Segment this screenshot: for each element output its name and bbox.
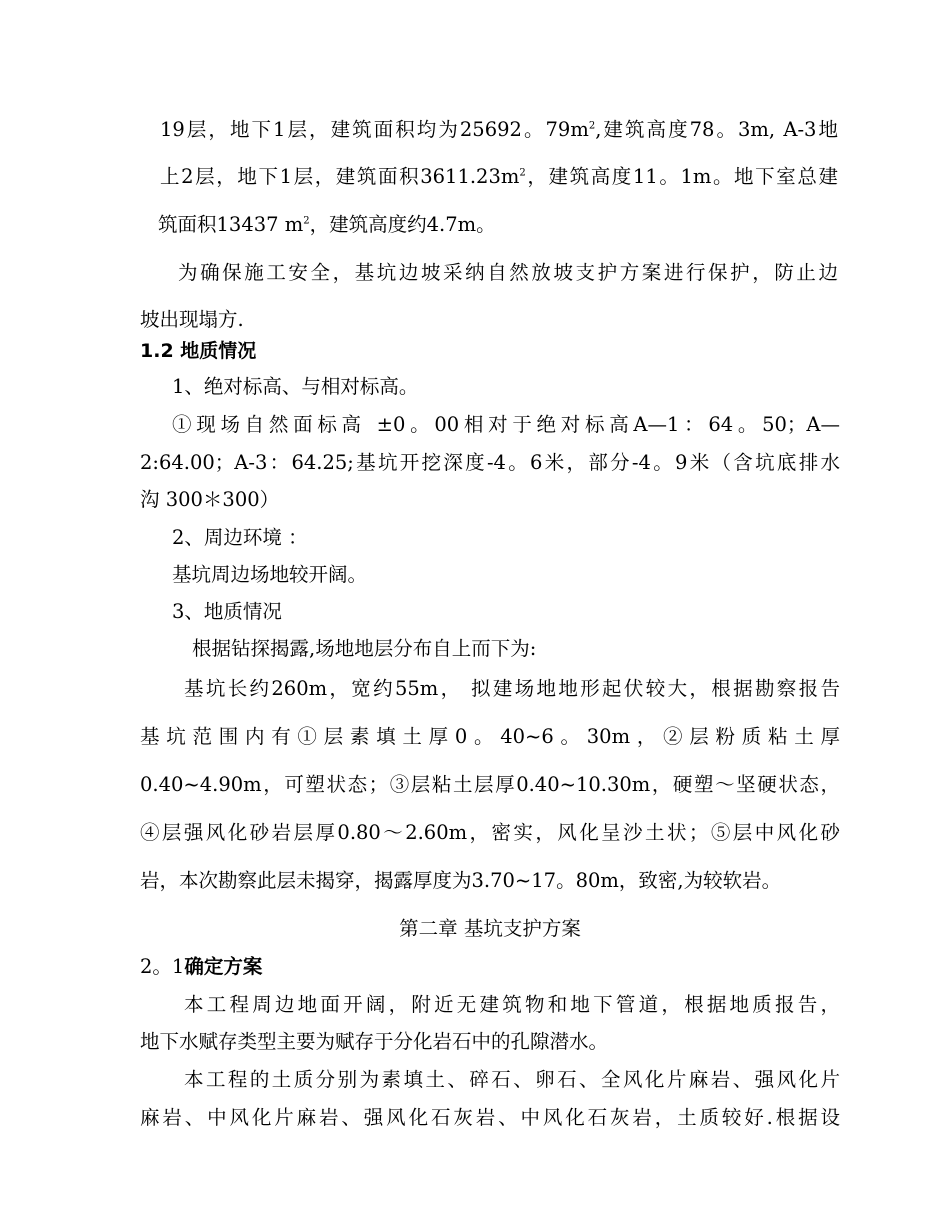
geology-line-3: 0.40~4.90m，可塑状态；③层粘土层厚0.40~10.30m，硬塑～坚硬状态， [140, 773, 840, 796]
paragraph-safety-line-1: 为确保施工安全，基坑边坡采纳自然放坡支护方案进行保护，防止边 [178, 261, 838, 284]
paragraph-safety-line-2: 坡出现塌方. [140, 308, 244, 331]
geology-line-2: 基坑范围内有①层素填土厚0。40~6。30m，②层粉质粘土厚 [140, 725, 840, 748]
section-heading-2-1: 2。1确定方案 [140, 955, 263, 978]
paragraph-building-line-1: 19层，地下1层，建筑面积均为25692。$79m^2$,建筑高度78。3m, A-3地 [160, 118, 838, 141]
chapter-title: 第二章 基坑支护方案 [399, 917, 581, 940]
scheme-paragraph-line-2: 地下水赋存类型主要为赋存于分化岩石中的孔隙潜水。 [140, 1030, 609, 1053]
paragraph-building-line-3: 筑面积13437 $m^2$，建筑高度约4.7m。 [158, 213, 496, 236]
soil-paragraph-line-1: 本工程的土质分别为素填土、碎石、卵石、全风化片麻岩、强风化片 [184, 1068, 840, 1091]
geology-line-1: 基坑长约260m，宽约55m， 拟建场地地形起伏较大，根据勘察报告 [184, 677, 840, 700]
geology-line-5: 岩，本次勘察此层未揭穿，揭露厚度为3.70~17。80m，致密,为较软岩。 [140, 869, 782, 892]
elevation-line-1: ①现场自然面标高 ±0。00相对于绝对标高A—1：64。50；A— [172, 413, 840, 436]
subsection-geology: 3、地质情况 [172, 600, 282, 623]
section-heading-1-2: 1.2 地质情况 [140, 340, 257, 362]
surroundings-text: 基坑周边场地较开阔。 [172, 563, 368, 586]
paragraph-building-line-2: 上2层，地下1层，建筑面积$3611.23m^2$，建筑高度11。1m。地下室总建 [160, 165, 838, 188]
subsection-elevation: 1、绝对标高、与相对标高。 [172, 375, 419, 398]
elevation-line-3: 沟 300＊300） [140, 488, 280, 511]
soil-paragraph-line-2: 麻岩、中风化片麻岩、强风化石灰岩、中风化石灰岩，土质较好.根据设 [140, 1106, 840, 1129]
scheme-paragraph-line-1: 本工程周边地面开阔，附近无建筑物和地下管道，根据地质报告， [184, 993, 840, 1016]
subsection-surroundings: 2、周边环境 ： [172, 526, 308, 549]
geology-line-4: ④层强风化砂岩层厚0.80～2.60m，密实，风化呈沙土状；⑤层中风化砂 [140, 821, 840, 844]
elevation-line-2: 2:64.00；A-3：64.25;基坑开挖深度-4。6米，部分-4。9米（含坑底排水 [140, 451, 840, 474]
geology-intro: 根据钻探揭露,场地地层分布自上而下为: [192, 637, 537, 660]
